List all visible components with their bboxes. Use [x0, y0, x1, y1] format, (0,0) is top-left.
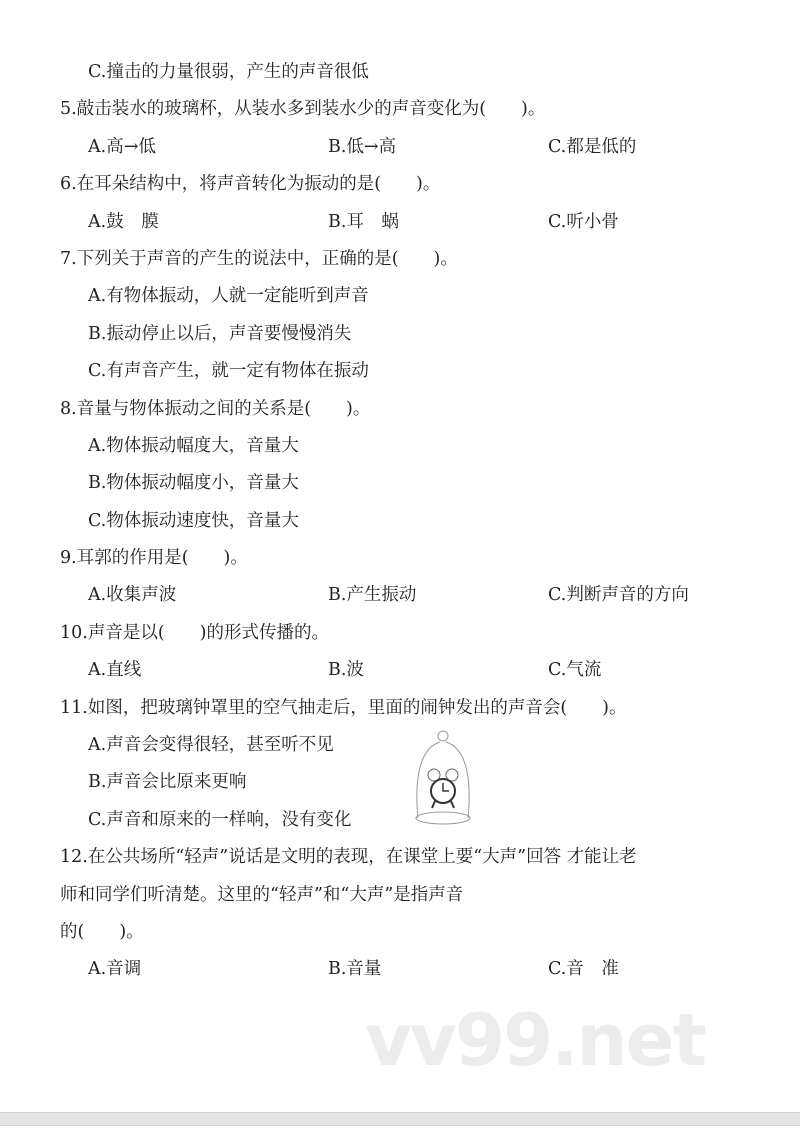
- question-text: 7.下列关于声音的产生的说法中，正确的是( )。: [60, 248, 458, 269]
- option-b: B.低→高: [328, 136, 397, 157]
- question-text: 10.声音是以( )的形式传播的。: [60, 622, 329, 643]
- option-text: B.声音会比原来更响: [88, 772, 247, 793]
- option-text: C.撞击的力量很弱，产生的声音很低: [88, 62, 369, 82]
- option-text: C.物体振动速度快，音量大: [88, 510, 299, 531]
- option-b: B.产生振动: [328, 585, 417, 606]
- option-a: A.收集声波: [88, 585, 177, 606]
- option-b: B.耳 蜗: [328, 211, 399, 232]
- question-text: 5.敲击装水的玻璃杯，从装水多到装水少的声音变化为( )。: [60, 99, 546, 120]
- option-a: A.直线: [88, 660, 142, 681]
- option-row: [0, 951, 800, 988]
- option-text: C.声音和原来的一样响，没有变化: [88, 809, 352, 830]
- question-text: 6.在耳朵结构中，将声音转化为振动的是( )。: [60, 174, 441, 195]
- watermark: vv99.net: [365, 998, 705, 1082]
- question-text: 11.如图，把玻璃钟罩里的空气抽走后，里面的闹钟发出的声音会( )。: [60, 697, 627, 718]
- option-c: C.都是低的: [548, 136, 637, 157]
- option-a: A.高→低: [88, 136, 156, 157]
- worksheet-page: [0, 54, 800, 989]
- option-c: C.气流: [548, 660, 602, 681]
- option-a: A.鼓 膜: [88, 211, 159, 232]
- option-row: [0, 652, 800, 689]
- bell-jar-alarm-clock-illustration: [408, 728, 478, 828]
- option-text: A.声音会变得很轻，甚至听不见: [88, 735, 334, 756]
- option-text: A.物体振动幅度大，音量大: [88, 435, 299, 456]
- option-text: C.有声音产生，就一定有物体在振动: [88, 361, 369, 382]
- option-b: B.波: [328, 660, 364, 681]
- option-b: B.音量: [328, 959, 382, 980]
- option-c: C.判断声音的方向: [548, 585, 689, 606]
- option-row: [0, 129, 800, 166]
- option-c: C.听小骨: [548, 211, 619, 232]
- option-text: B.振动停止以后，声音要慢慢消失: [88, 323, 352, 344]
- question-text: 的( )。: [60, 921, 144, 942]
- option-row: [0, 577, 800, 614]
- option-row: [0, 204, 800, 241]
- page-separator: [0, 1112, 800, 1126]
- question-text: 12.在公共场所“轻声”说话是文明的表现，在课堂上要“大声”回答 才能让老: [60, 847, 637, 868]
- option-text: A.有物体振动，人就一定能听到声音: [88, 286, 369, 307]
- question-text: 8.音量与物体振动之间的关系是( )。: [60, 398, 371, 419]
- option-a: A.音调: [88, 959, 142, 980]
- option-c: C.音 准: [548, 959, 619, 980]
- option-text: B.物体振动幅度小，音量大: [88, 473, 299, 494]
- question-text: 9.耳郭的作用是( )。: [60, 548, 248, 569]
- question-text: 师和同学们听清楚。这里的“轻声”和“大声”是指声音: [60, 884, 464, 905]
